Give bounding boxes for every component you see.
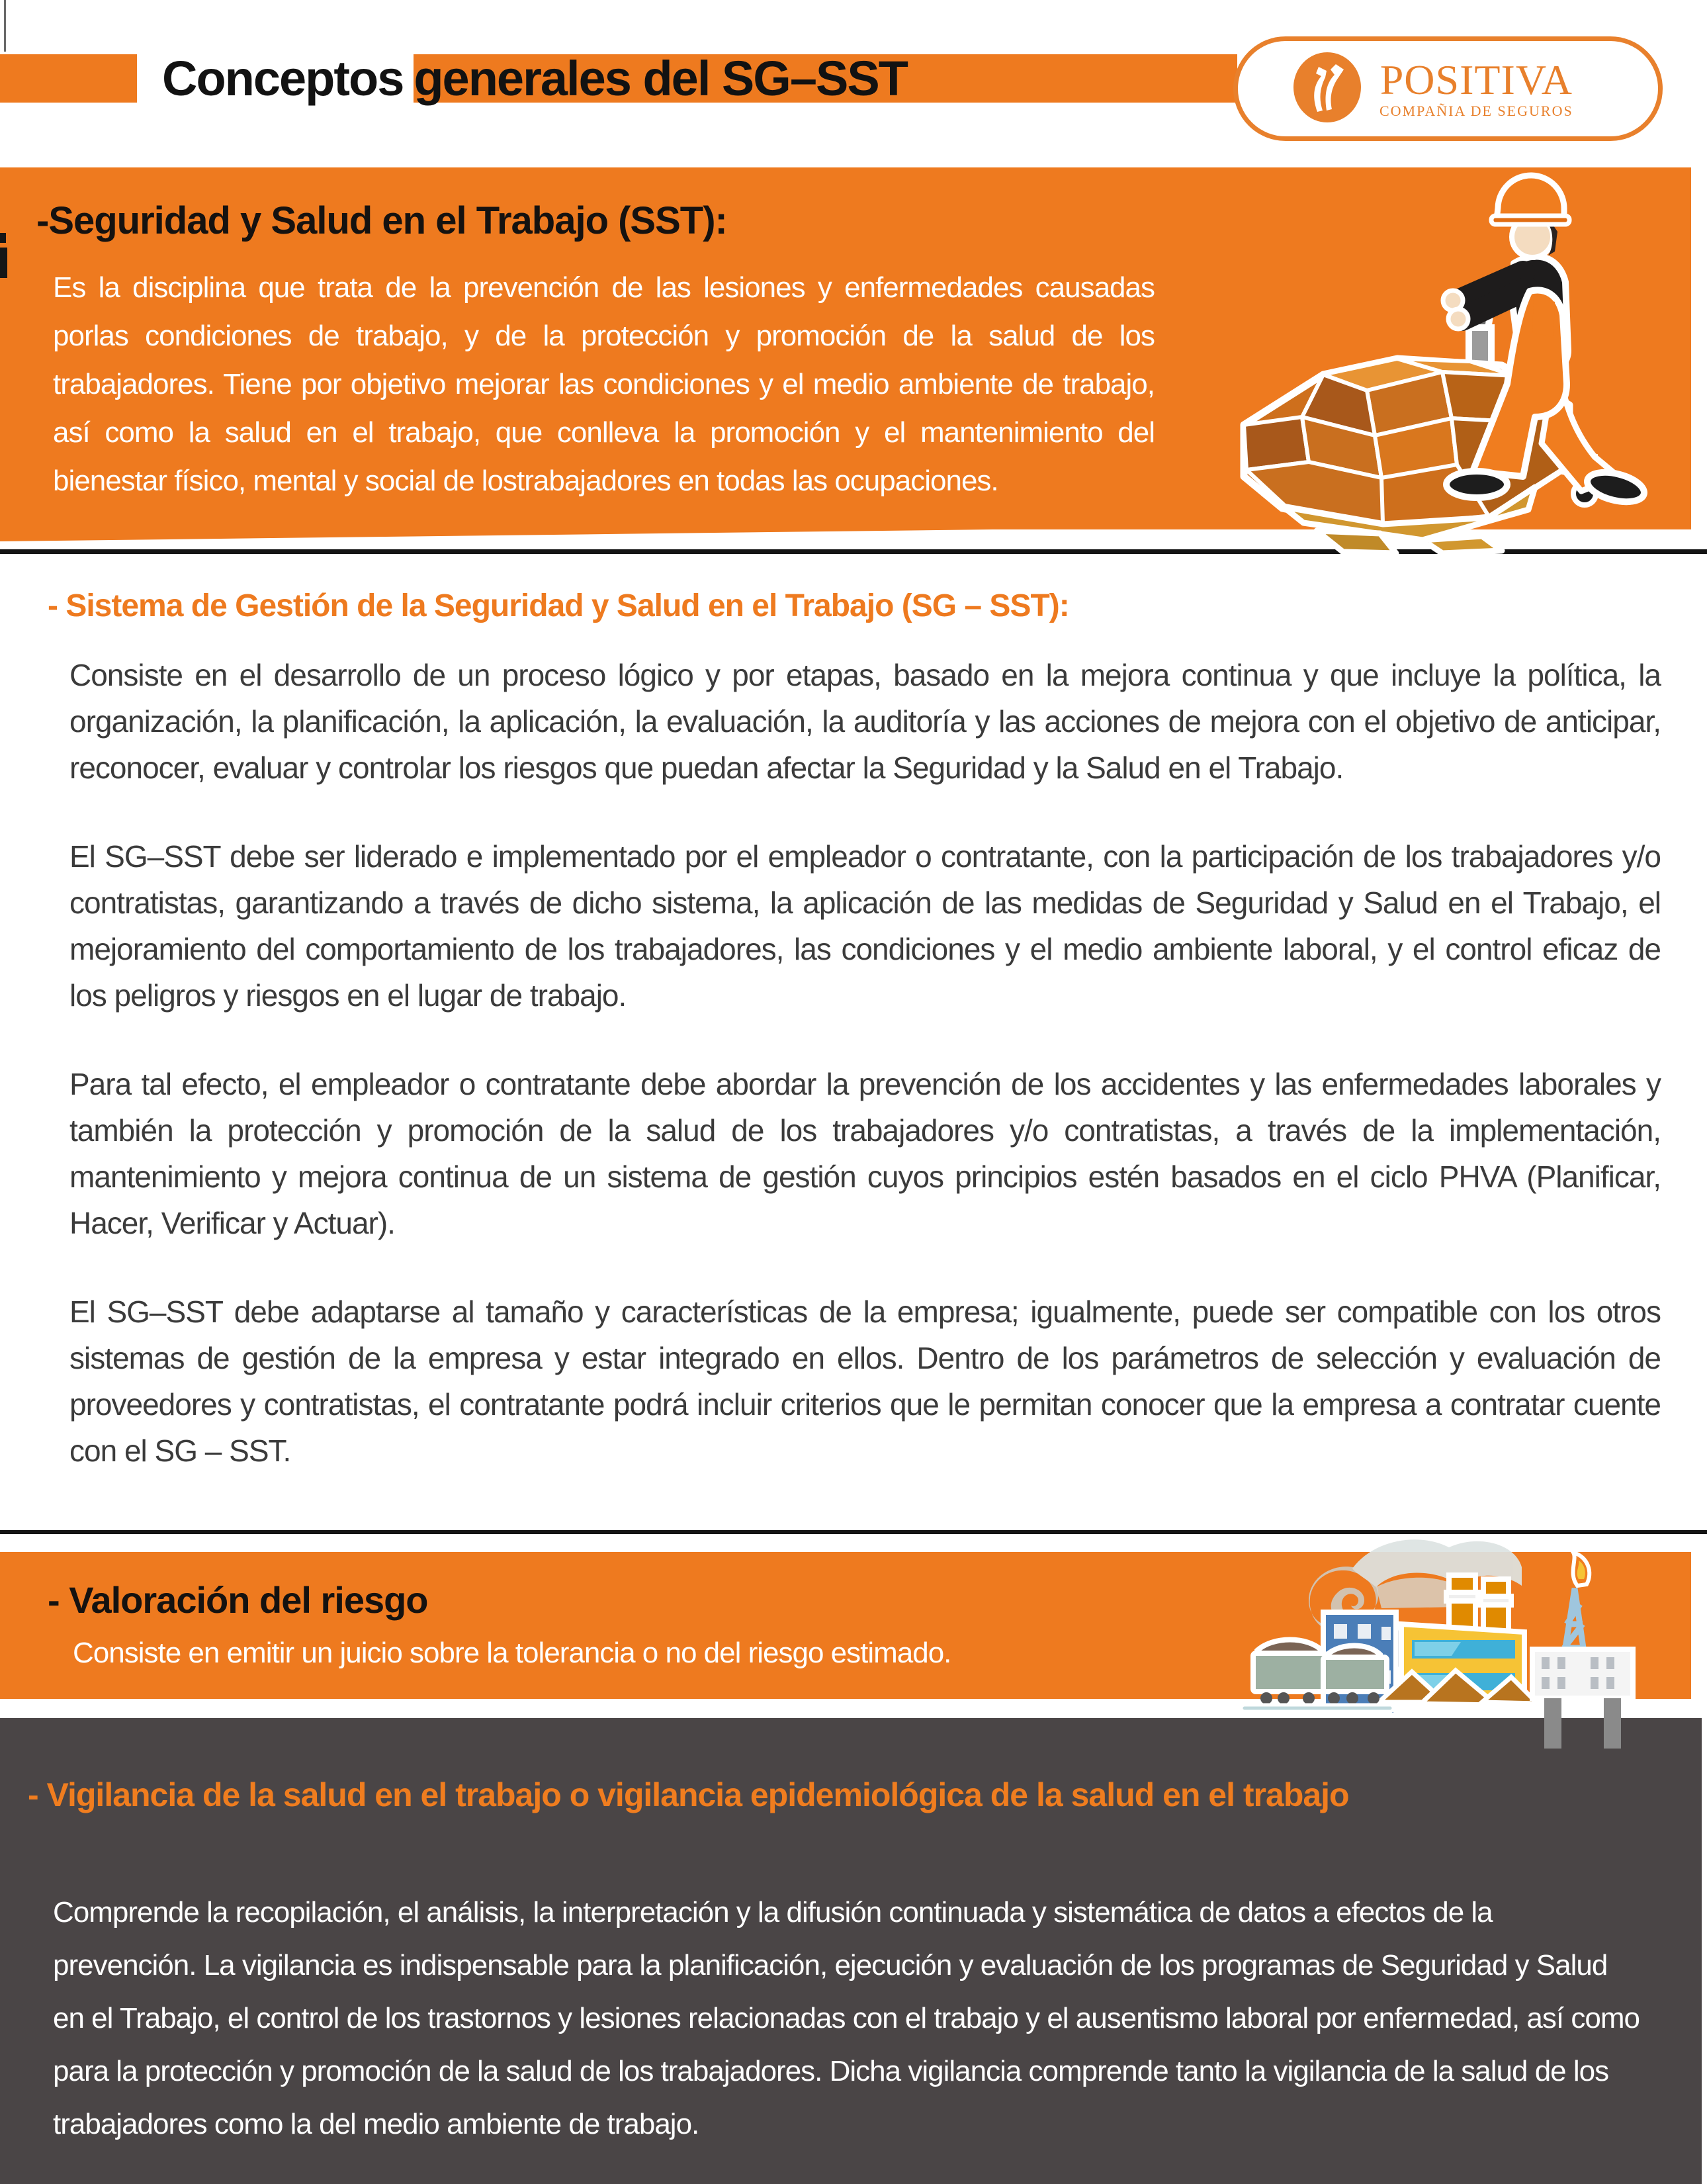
positiva-logo-icon [1292,51,1362,127]
header-orange-bar [0,54,137,103]
positiva-logo-name: POSITIVA [1379,56,1573,103]
valoracion-body: Consiste en emitir un juicio sobre la tolerancia o no del riesgo estimado. [73,1637,951,1669]
sg-sst-paragraph: El SG–SST debe adaptarse al tamaño y características de la empresa; igualmente, puede ser compatible con los otros sistemas de gestión de la empresa y estar integrado en ellos. Dentro de los parámetros de selección y evaluación de proveedores y contratistas, el contratante podrá incluir criterios que le permitan conocer que la empresa a contratar cuente con el SG – SST. [69,1295,1661,1468]
sg-sst-heading: - Sistema de Gestión de la Seguridad y Salud en el Trabajo (SG – SST): [48,588,1069,623]
valoracion-heading: - Valoración del riesgo [48,1579,428,1621]
sg-sst-paragraph: El SG–SST debe ser liderado e implementado por el empleador o contratante, con la participación de los trabajadores y/o contratistas, garantizando a través de dicho sistema, la aplicación de las medidas de Seguridad y Salud en el Trabajo, el mejoramiento del comportamiento de los trabajadores, las condiciones y el medio ambiente laboral, y el control eficaz de los peligros y riesgos en el lugar de trabajo. [69,839,1661,1013]
sst-heading: -Seguridad y Salud en el Trabajo (SST): [36,199,727,242]
scan-edge-artifact [4,0,6,52]
worker-pallet-truck-illustration [1224,165,1695,561]
scan-edge-artifact [0,233,6,243]
sg-sst-body [69,652,1661,1516]
page-title-highlight-text: generales del SG–SST [414,51,907,106]
page-title-prefix: Conceptos [162,51,404,106]
section-sst-wedge [0,529,992,541]
vigilancia-heading: - Vigilancia de la salud en el trabajo o vigilancia epidemiológica de la salud en el trabajo [28,1776,1349,1813]
sst-body: Es la disciplina que trata de la prevención de las lesiones y enfermedades causadas porlas condiciones de trabajo, y de la protección y promoción de la salud de los trabajadores. Tiene por objetivo mejorar las condiciones y el medio ambiente de trabajo, así como la salud en el trabajo, que conlleva la promoción y el mantenimiento del bienestar físico, mental y social de lostrabajadores en todas las ocupaciones. [53,271,1155,497]
positiva-logo [1233,36,1663,141]
scan-edge-artifact [0,248,7,278]
vigilancia-body: Comprende la recopilación, el análisis, la interpretación y la difusión continuada y sistemática de datos a efectos de la prevención. La vigilancia es indispensable para la planificación, ejecución y evaluación de los programas de Seguridad y Salud en el Trabajo, el control de los trastornos y lesiones relacionadas con el trabajo y el ausentismo laboral por enfermedad, así como para la protección y promoción de la salud de los trabajadores. Dicha vigilancia comprende tanto la vigilancia de la salud de los trabajadores como la del medio ambiente de trabajo. [53,1896,1640,2140]
positiva-logo-tagline: COMPAÑIA DE SEGUROS [1379,103,1573,119]
sg-sst-paragraph: Consiste en el desarrollo de un proceso lógico y por etapas, basado en la mejora continua y que incluye la política, la organización, la planificación, la aplicación, la evaluación, la auditoría y las acciones de mejora con el objetivo de anticipar, reconocer, evaluar y controlar los riesgos que puedan afectar la Seguridad y la Salud en el Trabajo. [69,658,1661,785]
positiva-logo-text [1379,56,1573,119]
factory-illustration [1223,1475,1662,1752]
page-title-highlight-band [414,51,1237,106]
page-title [162,51,1237,106]
sg-sst-paragraph: Para tal efecto, el empleador o contratante debe abordar la prevención de los accidentes y las enfermedades laborales y también la protección y promoción de la salud de los trabajadores y/o contratistas, a través de la implementación, mantenimiento y mejora continua de un sistema de gestión cuyos principios estén basados en el ciclo PHVA (Planificar, Hacer, Verificar y Actuar). [69,1067,1661,1240]
